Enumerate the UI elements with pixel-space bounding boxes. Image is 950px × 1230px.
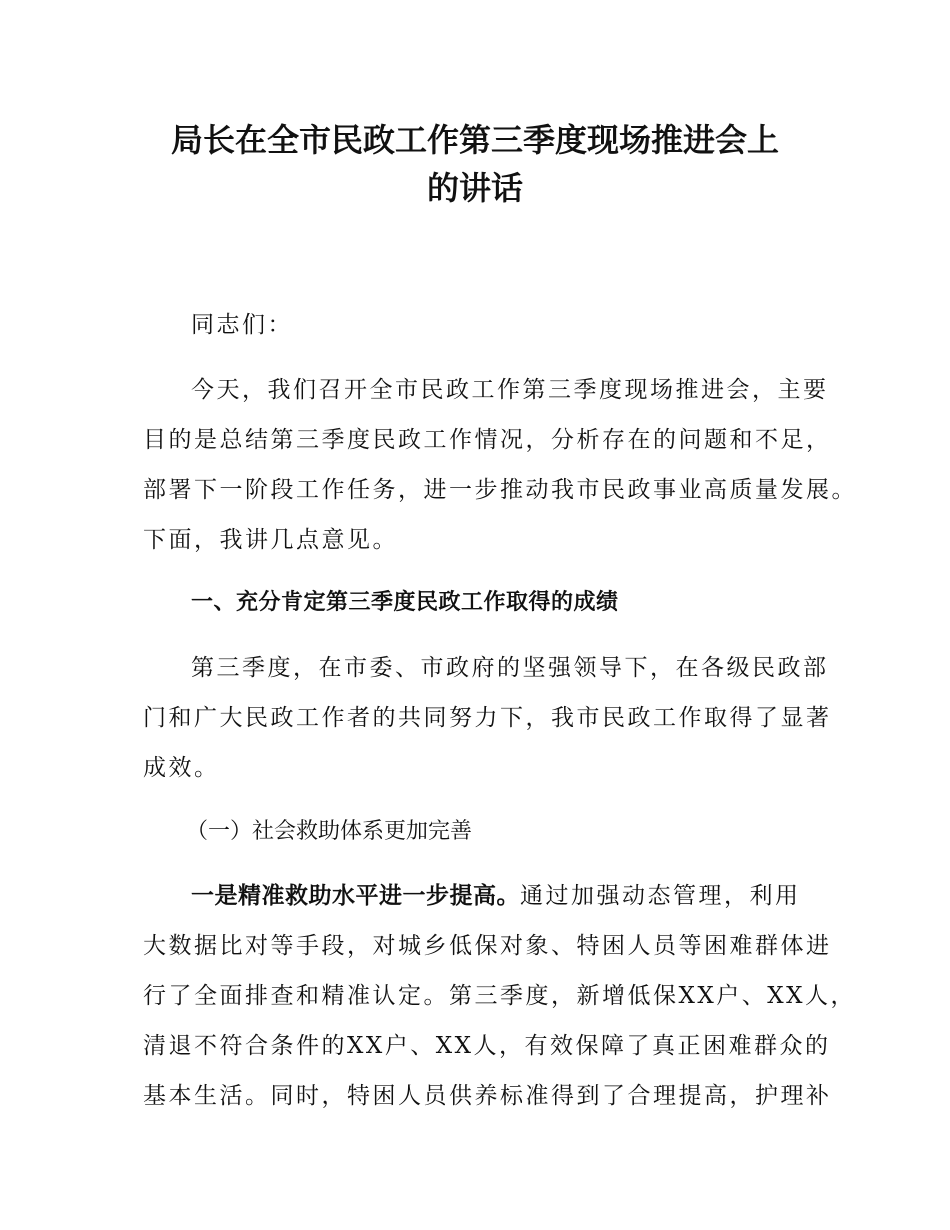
section-1-line: 门和广大民政工作者的共同努力下，我市民政工作取得了显著 — [143, 705, 832, 731]
intro-line: 部署下一阶段工作任务，进一步推动我市民政事业高质量发展。 — [143, 477, 857, 503]
title-line-1: 局长在全市民政工作第三季度现场推进会上 — [170, 121, 779, 159]
subsection-1-line: 基本生活。同时，特困人员供养标准得到了合理提高，护理补 — [143, 1083, 832, 1109]
salutation-text: 同志们： — [191, 312, 293, 338]
section-1-paragraph — [143, 643, 832, 793]
first-line-rest: 通过加强动态管理，利用 — [520, 883, 801, 909]
section-1-line: 成效。 — [143, 755, 220, 781]
subsection-1-paragraph — [143, 871, 856, 1121]
lead-phrase: 一是精准救助水平进一步提高。 — [191, 883, 520, 909]
subsection-1-line: 行了全面排查和精准认定。第三季度，新增低保XX户、XX人， — [143, 983, 856, 1009]
intro-line: 今天，我们召开全市民政工作第三季度现场推进会，主要 — [191, 377, 829, 403]
salutation — [143, 300, 823, 350]
subsection-1-line: 清退不符合条件的XX户、XX人，有效保障了真正困难群众的 — [143, 1033, 831, 1059]
subsection-1-first-line — [143, 871, 823, 921]
section-1-heading: 一、充分肯定第三季度民政工作取得的成绩 — [191, 590, 619, 615]
intro-line: 下面，我讲几点意见。 — [143, 527, 398, 553]
section-1-line: 第三季度，在市委、市政府的坚强领导下，在各级民政部 — [191, 655, 829, 681]
subsection-1-line: 大数据比对等手段，对城乡低保对象、特困人员等困难群体进 — [143, 933, 832, 959]
intro-line: 目的是总结第三季度民政工作情况，分析存在的问题和不足， — [143, 427, 832, 453]
subsection-1-heading: （一）社会救助体系更加完善 — [186, 819, 473, 844]
intro-paragraph — [143, 365, 857, 565]
document-title — [0, 116, 950, 212]
title-line-2: 的讲话 — [426, 169, 523, 207]
